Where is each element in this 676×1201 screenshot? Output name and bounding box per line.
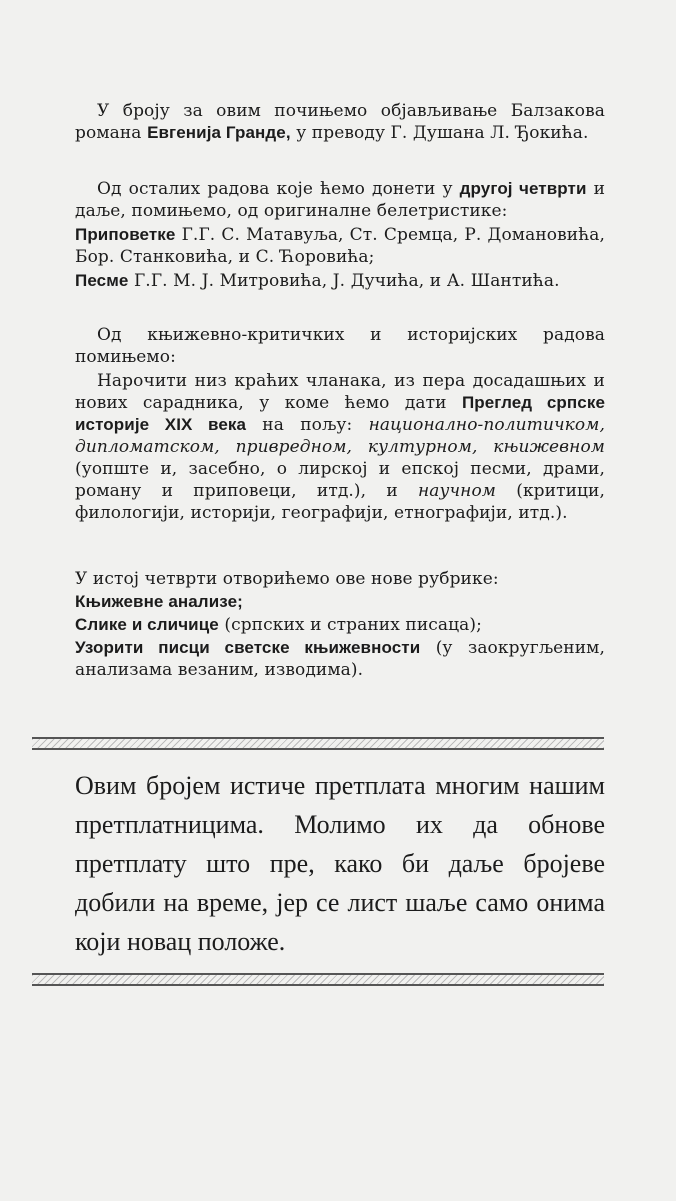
- stories-paragraph: [75, 224, 605, 268]
- series-fields-italic: национално-политичком, дипломатском, привредном, културном, књижевном: [75, 415, 605, 457]
- rubric-1-label: Књижевне анализе;: [75, 592, 243, 611]
- stories-authors: Г.Г. С. Матавуља, Ст. Сремца, Р. Домановића, Бор. Станковића, и С. Ћоровића;: [75, 225, 605, 267]
- intro-translator: у преводу Г. Душана Л. Ђокића.: [296, 123, 589, 143]
- series-scientific-detail: (критици, филологији, историји, географији, етнографији, итд.).: [75, 481, 605, 523]
- rubric-3-label: Узорити писци светске књижевности: [75, 638, 421, 657]
- history-review-title: Преглед српске историје XIX века: [75, 393, 605, 434]
- poems-authors: Г.Г. М. Ј. Митровића, Ј. Дучића, и А. Шантића.: [133, 271, 560, 291]
- new-rubrics-paragraph: [75, 568, 605, 590]
- stories-label: Приповетке: [75, 225, 176, 244]
- other-works-tail: и даље, помињемо, од оригиналне белетристике:: [75, 179, 605, 221]
- rubric-2-text: (српских и страних писаца);: [224, 615, 482, 635]
- bottom-divider: [32, 973, 604, 986]
- rubric-3-text: (у заокругљеним, анализама везаним, изводима).: [75, 638, 605, 680]
- series-text: Нарочити низ краћих чланака, из пера досадашњих и нових сарадника, у коме ћемо дати: [75, 371, 605, 413]
- rubric-pictures: [75, 614, 605, 636]
- top-divider: [32, 737, 604, 750]
- intro-paragraph: [75, 100, 605, 144]
- critical-works-text: Од књижевно-критичких и историјских радова помињемо:: [75, 325, 605, 367]
- rubric-literary-analyses: [75, 591, 605, 613]
- subscription-notice: [75, 766, 605, 961]
- novel-title: Евгенија Гранде,: [147, 123, 291, 142]
- second-quarter-label: другој четврти: [459, 179, 587, 198]
- series-detail: (уопште и, засебно, о лирској и епској песми, драми, роману и приповеци, итд.), и: [75, 459, 605, 501]
- critical-works-paragraph: [75, 324, 605, 368]
- subscription-notice-text: Овим бројем истиче претплата многим нашим претплатницима. Молимо их да обнове претплату што пре, како би даље бројеве добили на време, јер се лист шаље само онима који новац положе.: [75, 771, 605, 956]
- other-works-text: Од осталих радова које ћемо донети у: [97, 179, 453, 199]
- series-field: на пољу:: [262, 415, 353, 435]
- series-scientific: научном: [418, 481, 496, 501]
- new-rubrics-text: У истој четврти отворићемо ове нове рубрике:: [75, 569, 499, 589]
- other-works-paragraph: [75, 178, 605, 222]
- intro-text: У броју за овим почињемо објављивање Балзакова романа: [75, 101, 605, 143]
- rubric-2-label: Слике и сличице: [75, 615, 219, 634]
- rubric-world-writers: [75, 637, 605, 681]
- poems-label: Песме: [75, 271, 129, 290]
- series-paragraph: [75, 370, 605, 524]
- poems-paragraph: [75, 270, 605, 292]
